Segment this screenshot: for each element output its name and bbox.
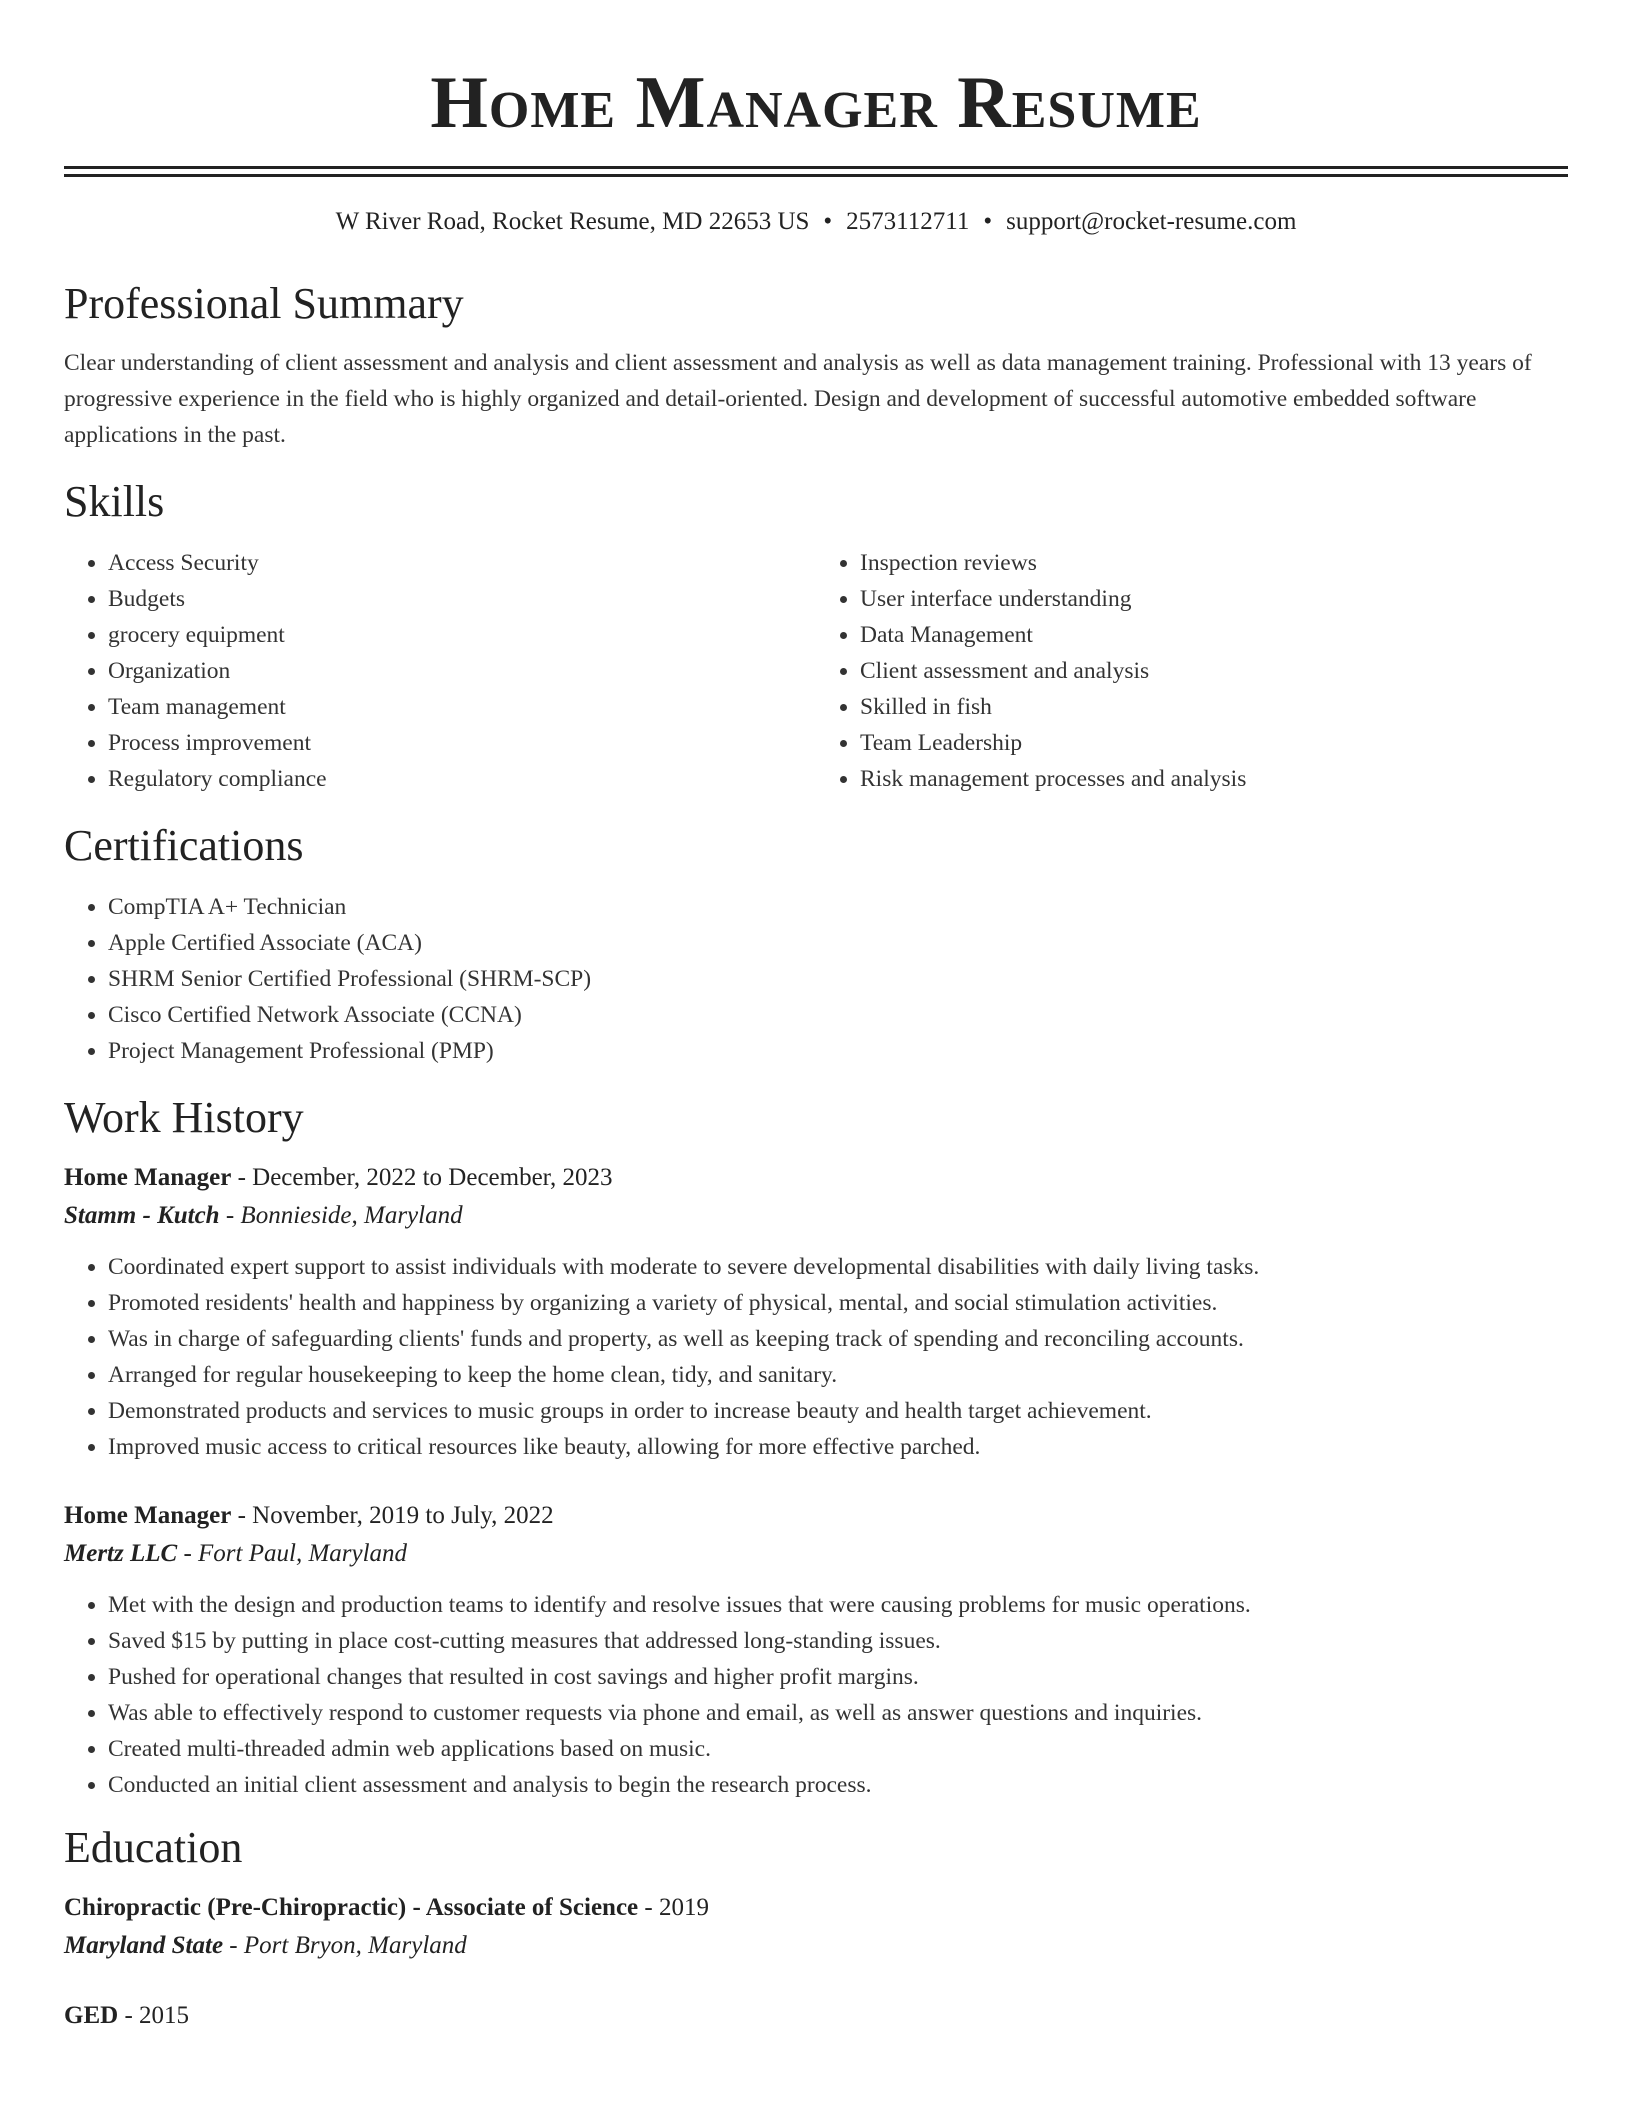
education-school-line — [64, 1927, 1568, 1965]
job-company-line — [64, 1535, 1568, 1573]
job-bullet: • Saved $15 by putting in place cost-cutting measures that addressed long-standing issues. — [108, 1623, 1568, 1659]
job-bullet: • Demonstrated products and services to music groups in order to increase beauty and health target achievement. — [108, 1393, 1568, 1429]
job-bullet: • Was able to effectively respond to customer requests via phone and email, as well as answer questions and inquiries. — [108, 1695, 1568, 1731]
skill-item: • grocery equipment — [108, 617, 816, 653]
skills-columns — [64, 545, 1568, 797]
job-title-line — [64, 1159, 1568, 1197]
job-bullets — [64, 1587, 1568, 1803]
job-bullets — [64, 1249, 1568, 1465]
job-company: Stamm - Kutch — [64, 1202, 220, 1229]
certification-item: • CompTIA A+ Technician — [108, 889, 1568, 925]
resume-title: Home Manager Resume — [430, 62, 1202, 144]
job-bullet: • Created multi-threaded admin web applications based on music. — [108, 1731, 1568, 1767]
skill-item: • Client assessment and analysis — [860, 653, 1568, 689]
job-bullet: • Promoted residents' health and happiness by organizing a variety of physical, mental, and social stimulation activities. — [108, 1285, 1568, 1321]
skill-item: • Skilled in fish — [860, 689, 1568, 725]
job-dates: - December, 2022 to December, 2023 — [231, 1164, 613, 1191]
job-location: - Bonnieside, Maryland — [219, 1202, 463, 1229]
summary-heading: Professional Summary — [64, 279, 464, 328]
job-dates: - November, 2019 to July, 2022 — [231, 1502, 554, 1529]
contact-separator: • — [823, 208, 833, 235]
job-bullet: • Coordinated expert support to assist individuals with moderate to severe developmental disabilities with daily living tasks. — [108, 1249, 1568, 1285]
skill-item: • Process improvement — [108, 725, 816, 761]
skills-list-right — [816, 545, 1568, 797]
certification-item: • Apple Certified Associate (ACA) — [108, 925, 1568, 961]
job-title: Home Manager — [64, 1502, 232, 1529]
skill-item: • Team Leadership — [860, 725, 1568, 761]
job-location: - Fort Paul, Maryland — [177, 1540, 408, 1567]
job-company: Mertz LLC — [64, 1540, 178, 1567]
skill-item: • Risk management processes and analysis — [860, 761, 1568, 797]
job-entry — [64, 1497, 1568, 1803]
contact-separator: • — [983, 208, 993, 235]
job-bullet: • Was in charge of safeguarding clients' funds and property, as well as keeping track of spending and reconciling accounts. — [108, 1321, 1568, 1357]
skill-item: • Organization — [108, 653, 816, 689]
contact-address: W River Road, Rocket Resume, MD 22653 US — [335, 208, 810, 235]
job-title: Home Manager — [64, 1164, 232, 1191]
job-company-line — [64, 1197, 1568, 1235]
skill-item: • Regulatory compliance — [108, 761, 816, 797]
education-location: - Port Bryon, Maryland — [223, 1932, 467, 1959]
job-bullet: • Improved music access to critical resources like beauty, allowing for more effective parched. — [108, 1429, 1568, 1465]
job-title-line — [64, 1497, 1568, 1535]
title-double-rule — [64, 166, 1568, 177]
education-degree: GED — [64, 2002, 119, 2029]
summary-text: Clear understanding of client assessment and analysis and client assessment and analysis as well as data management training. Professional with 13 years of progressive experience in the field who is highly organized and detail-oriented. Design and development of successful automotive embedded software applications in the past. — [64, 350, 1532, 448]
education-entry — [64, 1997, 1568, 2035]
skill-item: • Team management — [108, 689, 816, 725]
job-bullet: • Met with the design and production teams to identify and resolve issues that were causing problems for music operations. — [108, 1587, 1568, 1623]
skill-item: • Access Security — [108, 545, 816, 581]
work-history-heading: Work History — [64, 1093, 304, 1142]
skill-item: • Inspection reviews — [860, 545, 1568, 581]
certification-item: • SHRM Senior Certified Professional (SHRM-SCP) — [108, 961, 1568, 997]
contact-line — [64, 205, 1568, 239]
education-entry — [64, 1889, 1568, 1965]
certification-item: • Cisco Certified Network Associate (CCNA) — [108, 997, 1568, 1033]
education-year: - 2015 — [118, 2002, 190, 2029]
job-bullet: • Arranged for regular housekeeping to keep the home clean, tidy, and sanitary. — [108, 1357, 1568, 1393]
skill-item: • Data Management — [860, 617, 1568, 653]
certification-item: • Project Management Professional (PMP) — [108, 1033, 1568, 1069]
skill-item: • Budgets — [108, 581, 816, 617]
job-entry — [64, 1159, 1568, 1465]
skills-list-left — [64, 545, 816, 797]
education-heading: Education — [64, 1823, 243, 1872]
skill-item: • User interface understanding — [860, 581, 1568, 617]
job-bullet: • Pushed for operational changes that resulted in cost savings and higher profit margins. — [108, 1659, 1568, 1695]
certifications-heading: Certifications — [64, 821, 304, 870]
education-degree-line — [64, 1997, 1568, 2035]
skills-heading: Skills — [64, 477, 165, 526]
education-degree: Chiropractic (Pre-Chiropractic) - Associate of Science — [64, 1894, 639, 1921]
job-bullet: • Conducted an initial client assessment and analysis to begin the research process. — [108, 1767, 1568, 1803]
education-school: Maryland State — [64, 1932, 224, 1959]
education-year: - 2019 — [638, 1894, 709, 1921]
contact-email: support@rocket-resume.com — [1006, 208, 1297, 235]
certifications-list — [64, 889, 1568, 1069]
education-degree-line — [64, 1889, 1568, 1927]
contact-phone: 2573112711 — [846, 208, 970, 235]
